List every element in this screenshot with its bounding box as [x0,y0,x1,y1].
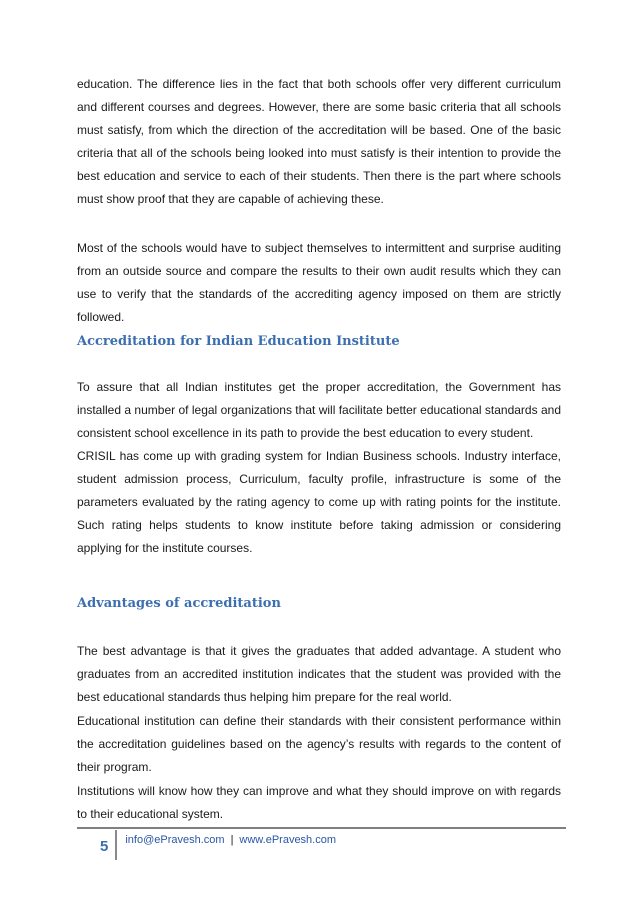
paragraph-curriculum-criteria: education. The difference lies in the fact that both schools offer very different curriculum and different courses and degrees. However, there are some basic criteria that all schools must satisfy, from which the direction of the accreditation will be based. One of the basic criteria that all of the schools being looked into must satisfy is their intention to provide the best education and service to each of their students. Then there is the part where schools must show proof that they are capable of achieving these. [77,77,561,206]
footer-vertical-divider [115,830,117,860]
heading-indian-accreditation: Accreditation for Indian Education Institute [77,334,400,349]
paragraph-best-advantage: The best advantage is that it gives the graduates that added advantage. A student who graduates from an accredited institution indicates that the student was provided with the best educational standards thus helping him prepare for the real world. [77,644,561,704]
page-footer [100,830,336,862]
footer-divider [77,827,566,829]
footer-website-link[interactable]: www.ePravesh.com [239,834,337,846]
paragraph-improve: Institutions will know how they can improve and what they should improve on with regards to their educational system. [77,784,561,821]
paragraph-government-organizations: To assure that all Indian institutes get the proper accreditation, the Government has installed a number of legal organizations that will facilitate better educational standards and consistent school excellence in its path to provide the best education to every student. [77,380,561,440]
paragraph-auditing: Most of the schools would have to subject themselves to intermittent and surprise auditing from an outside source and compare the results to their own audit results which they can use to verify that the standards of the accrediting agency imposed on them are strictly followed. [77,241,561,324]
paragraph-define-standards: Educational institution can define their standards with their consistent performance within the accreditation guidelines based on the agency’s results with regards to the content of their program. [77,714,561,774]
page-number: 5 [100,837,109,855]
paragraph-crisil-grading: CRISIL has come up with grading system for Indian Business schools. Industry interface, student admission process, Curriculum, faculty profile, infrastructure is some of the parameters evaluated by the rating agency to come up with rating points for the institute. Such rating helps students to know institute before taking admission or considering applying for the institute courses. [77,449,561,555]
footer-contact [125,834,336,846]
footer-email-link[interactable]: info@ePravesh.com [125,834,225,846]
heading-advantages: Advantages of accreditation [77,596,281,611]
footer-separator: | [230,834,234,846]
